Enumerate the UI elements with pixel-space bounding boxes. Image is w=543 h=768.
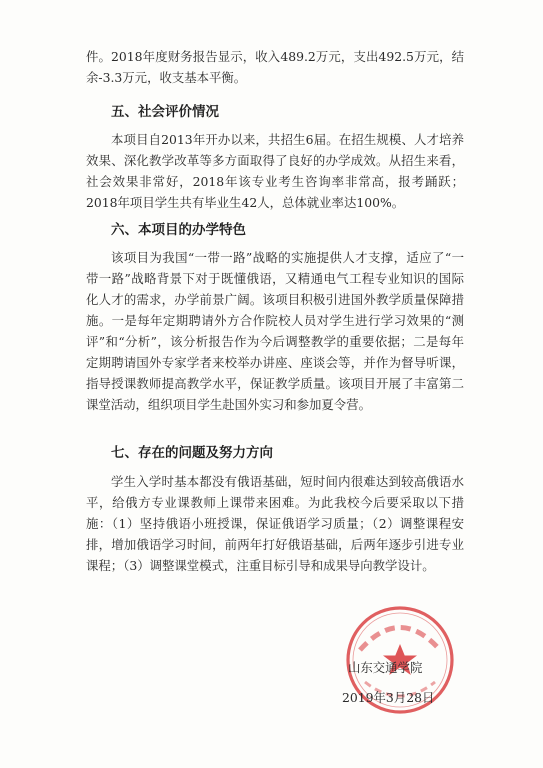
issuing-organization: 山东交通学院	[348, 660, 423, 675]
issue-date: 2019年3月28日	[342, 690, 435, 705]
heading-problems-direction: 七、存在的问题及努力方向	[111, 445, 273, 461]
heading-program-features: 六、本项目的办学特色	[111, 222, 246, 238]
heading-social-evaluation: 五、社会评价情况	[111, 104, 219, 120]
paragraph-program-features: 该项目为我国“一带一路”战略的实施提供人才支撑，适应了“一带一路”战略背景下对于既懂俄语，又精通电气工程专业知识的国际化人才的需求，办学前景广阔。该项目积极引进国外教学质量保障措施。一是每年定期聘请外方合作院校人员对学生进行学习效果的“测评”和“分析”，该分析报告作为今后调整教学的重要依据；二是每年定期聘请国外专家学者来校举办讲座、座谈会等，并作为督导听课，指导授课教师提高教学水平，保证教学质量。该项目开展了丰富第二课堂活动，组织项目学生赴国外实习和参加夏令营。	[86, 250, 464, 412]
paragraph-social-evaluation: 本项目自2013年开办以来，共招生6届。在招生规模、人才培养效果、深化教学改革等多方面取得了良好的办学成效。从招生来看，社会效果非常好，2018年该专业考生咨询率非常高，报考踊跃；2018年项目学生共有毕业生42人，总体就业率达100%。	[86, 132, 464, 210]
paragraph-problems-direction: 学生入学时基本都没有俄语基础，短时间内很难达到较高俄语水平，给俄方专业课教师上课带来困难。为此我校今后要采取以下措施：（1）坚持俄语小班授课，保证俄语学习质量；（2）调整课程安排，增加俄语学习时间，前两年打好俄语基础，后两年逐步引进专业课程；（3）调整课堂模式，注重目标引导和成果导向教学设计。	[86, 474, 464, 573]
paragraph-finance: 件。2018年度财务报告显示，收入489.2万元，支出492.5万元，结余-3.3万元，收支基本平衡。	[86, 49, 464, 85]
